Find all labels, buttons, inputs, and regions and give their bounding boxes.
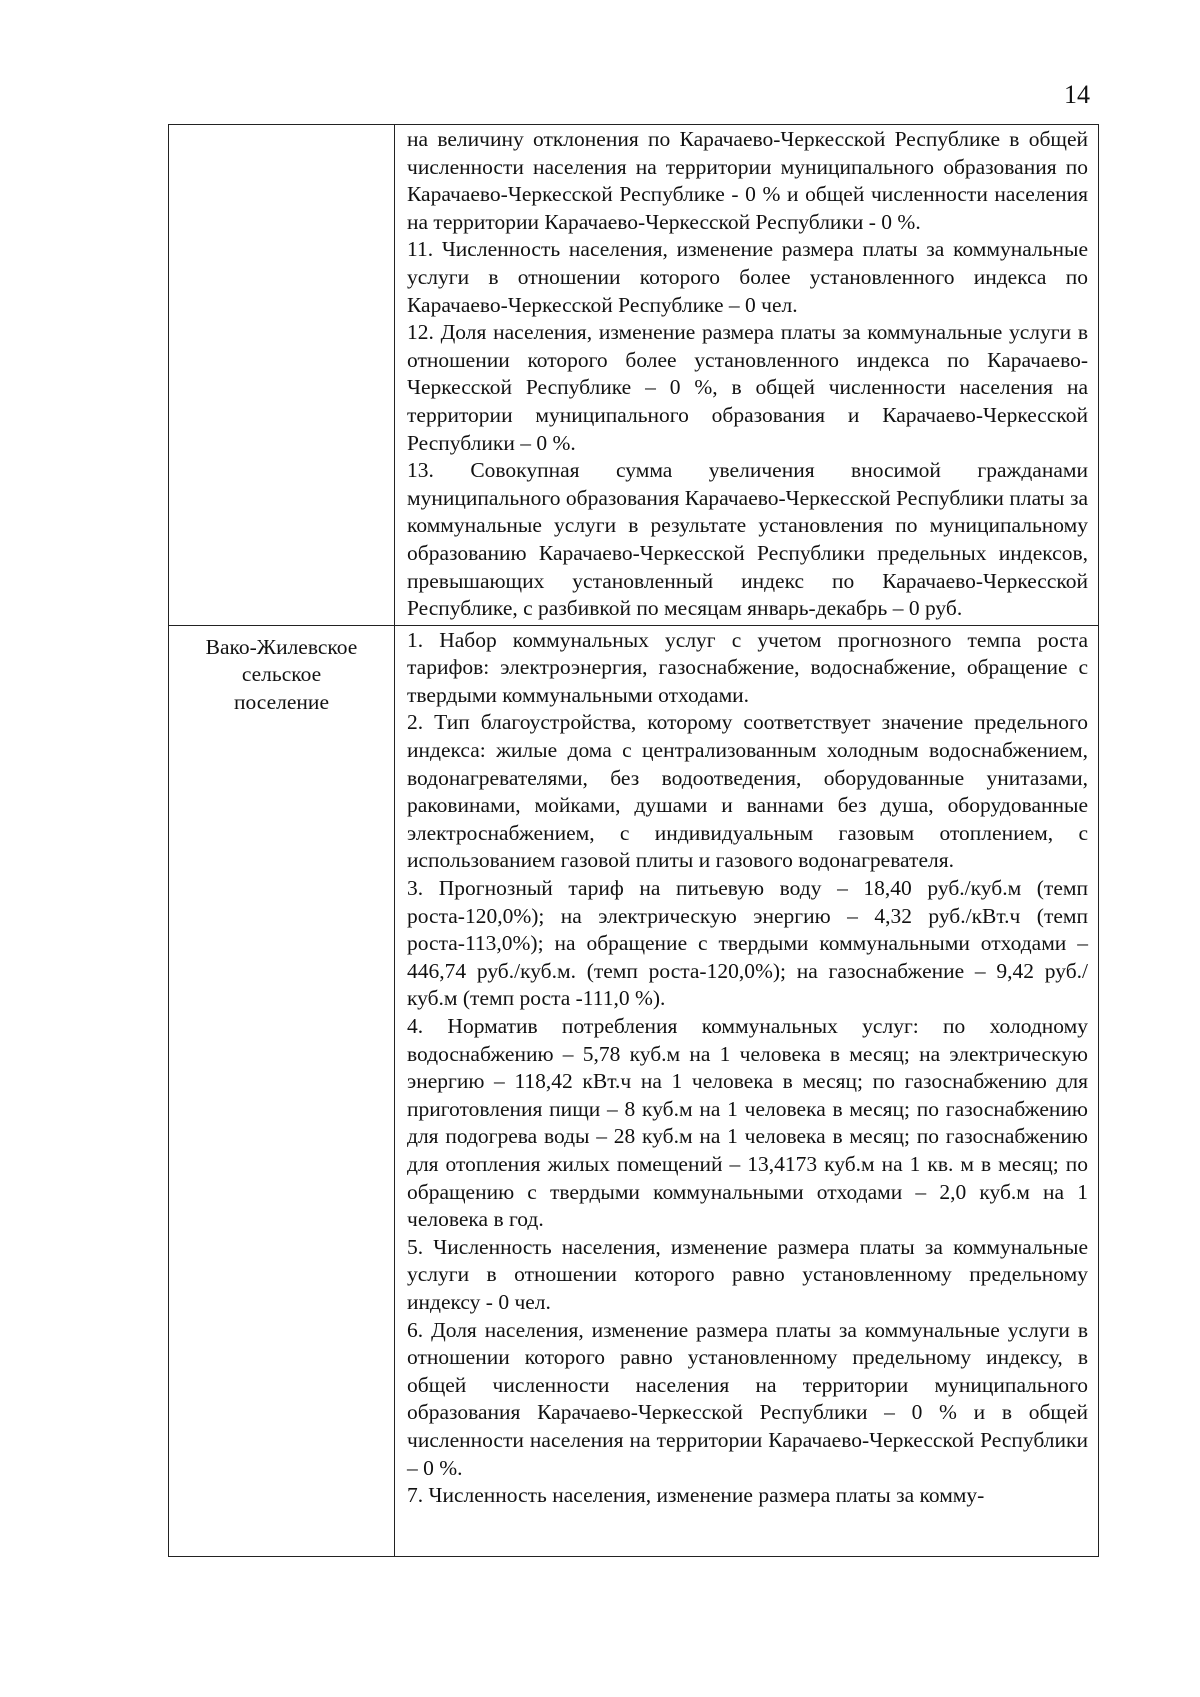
- table-row: [169, 625, 1099, 1556]
- paragraph: 12. Доля населения, изменение размера платы за коммунальные услуги в отношении которого более установленного индекса по Карачаево-Черкесской Республике – 0 %, в общей численности населения на территории муниципального образования и Карачаево-Черкесской Республики – 0 %.: [407, 320, 1088, 455]
- municipality-name-line: сельское: [241, 662, 322, 687]
- municipality-cell: [169, 625, 395, 1556]
- municipality-name-line: Вако-Жилевское: [205, 634, 358, 659]
- paragraph: 4. Норматив потребления коммунальных услуг: по холодному водоснабжению – 5,78 куб.м на 1 человека в месяц; на электрическую энергию – 118,42 кВт.ч на 1 человека в месяц; по газоснабжению для приготовления пищи – 8 куб.м на 1 человека в месяц; по газоснабжению для подогрева воды – 28 куб.м на 1 человека в месяц; по газоснабжению для отопления жилых помещений – 13,4173 куб.м на 1 кв. м в месяц; по обращению с твердыми коммунальными отходами – 2,0 куб.м на 1 человека в год.: [407, 1014, 1088, 1232]
- paragraph: 3. Прогнозный тариф на питьевую воду – 18,40 руб./куб.м (темп роста-120,0%); на электрическую энергию – 4,32 руб./кВт.ч (темп роста-113,0%); на обращение с твердыми коммунальными отходами – 446,74 руб./куб.м. (темп роста-120,0%); на газоснабжение – 9,42 руб./куб.м (темп роста -111,0 %).: [407, 876, 1088, 1011]
- paragraph: 1. Набор коммунальных услуг с учетом прогнозного темпа роста тарифов: электроэнергия, газоснабжение, водоснабжение, обращение с твердыми коммунальными отходами.: [407, 627, 1088, 707]
- paragraph: 11. Численность населения, изменение размера платы за коммунальные услуги в отношении которого более установленного индекса по Карачаево-Черкесской Республике – 0 чел.: [407, 237, 1088, 317]
- municipality-name-line: поселение: [234, 689, 329, 714]
- paragraph: 13. Совокупная сумма увеличения вносимой гражданами муниципального образования Карачаево-Черкесской Республики платы за коммунальные услуги в результате установления по муниципальному образованию Карачаево-Черкесской Республики предельных индексов, превышающих установленный индекс по Карачаево-Черкесской Республике, с разбивкой по месяцам январь-декабрь – 0 руб.: [407, 458, 1088, 621]
- paragraph: 6. Доля населения, изменение размера платы за коммунальные услуги в отношении которого равно установленному предельному индексу, в общей численности населения на территории муниципального образования Карачаево-Черкесской Республики – 0 % и в общей численности населения на территории Карачаево-Черкесской Республики – 0 %.: [407, 1317, 1088, 1480]
- paragraph: 5. Численность населения, изменение размера платы за коммунальные услуги в отношении которого равно установленному предельному индексу - 0 чел.: [407, 1234, 1088, 1314]
- paragraph: на величину отклонения по Карачаево-Черкесской Республике в общей численности населения на территории муниципального образования по Карачаево-Черкесской Республике - 0 % и общей численности населения на территории Карачаево-Черкесской Республики - 0 %.: [407, 127, 1088, 234]
- tariff-table: [168, 124, 1099, 1557]
- municipality-cell: [169, 125, 395, 626]
- paragraph: 2. Тип благоустройства, которому соответствует значение предельного индекса: жилые дома с централизованным холодным водоснабжением, водонагревателями, без водоотведения, оборудованные унитазами, раковинами, мойками, душами и ваннами без душа, оборудованные электроснабжением, с индивидуальным газовым отоплением, с использованием газовой плиты и газового водонагревателя.: [407, 710, 1088, 873]
- paragraph: 7. Численность населения, изменение размера платы за комму-: [407, 1483, 985, 1508]
- page-number: 14: [1064, 80, 1090, 109]
- description-cell: [395, 625, 1099, 1556]
- description-cell: [395, 125, 1099, 626]
- table-row: [169, 125, 1099, 626]
